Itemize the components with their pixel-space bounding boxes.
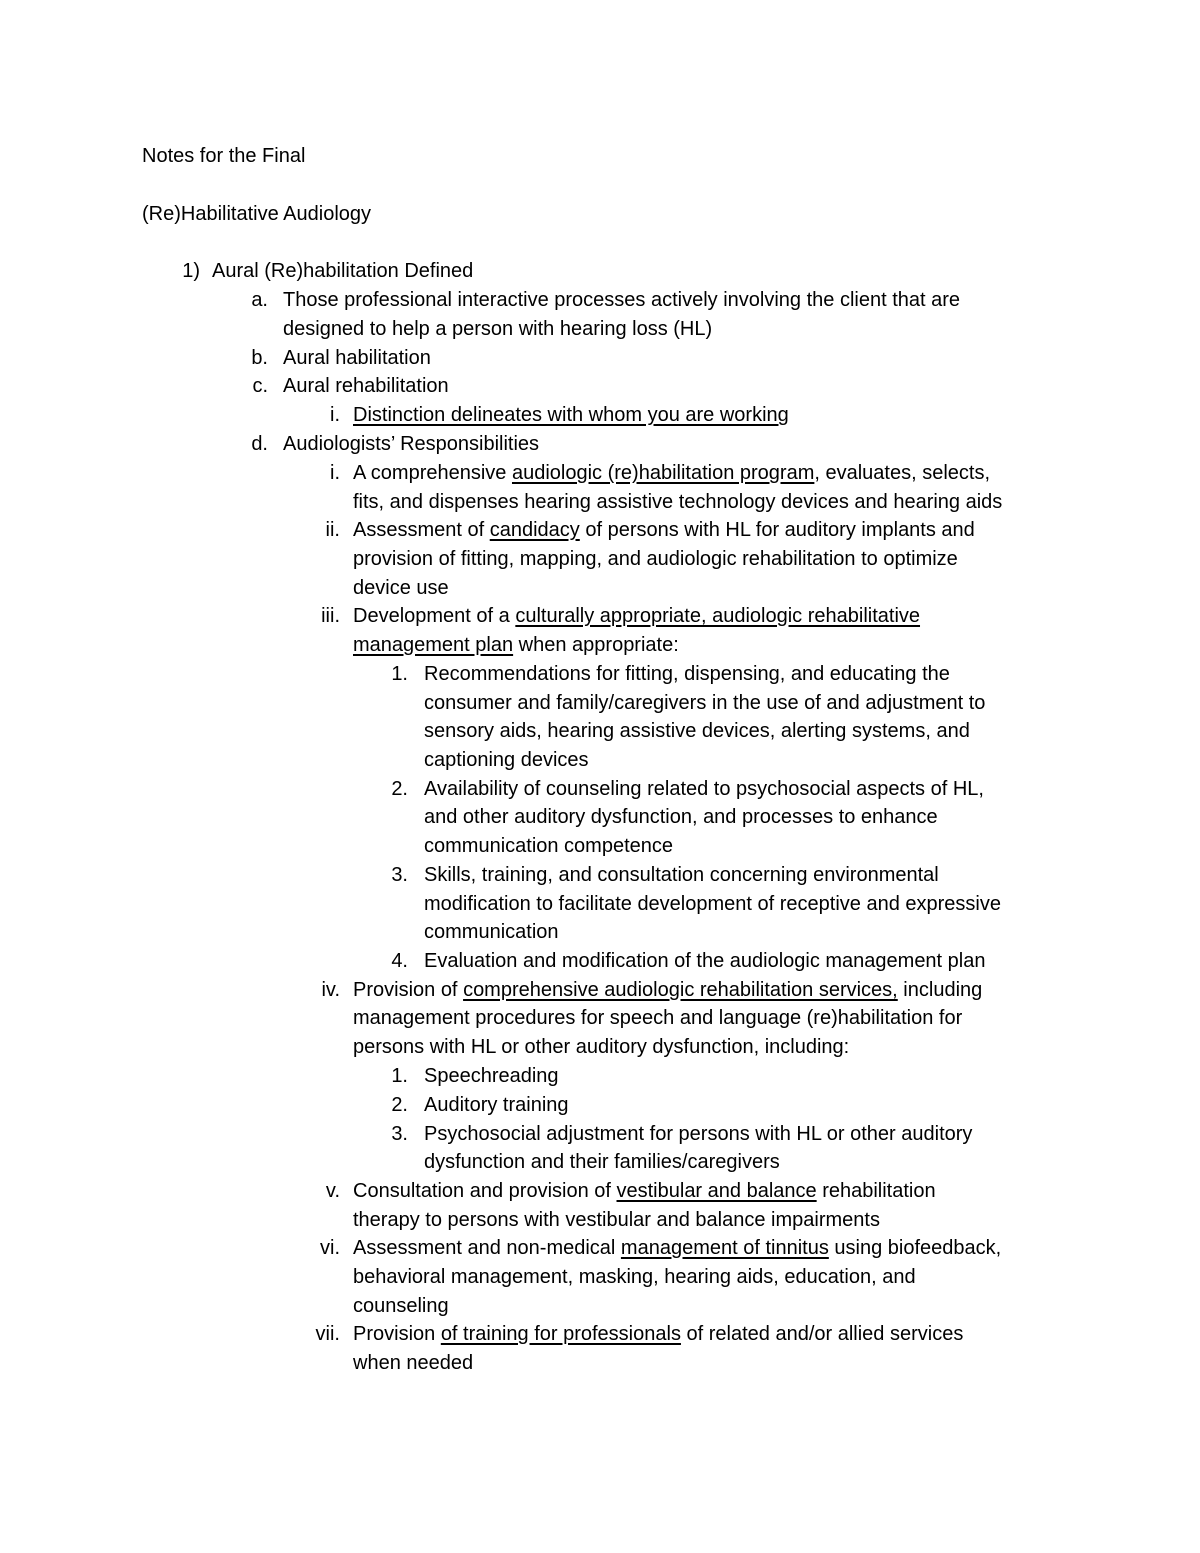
list-marker: 2. <box>391 778 408 800</box>
list-item-continuation: when needed <box>353 1352 474 1374</box>
list-item: Skills, training, and consultation concerning environmental <box>424 864 939 886</box>
text-run: Consultation and provision of <box>353 1180 617 1202</box>
list-item: Evaluation and modification of the audiologic management plan <box>424 950 986 972</box>
list-marker: 3. <box>391 864 408 886</box>
list-item <box>353 602 920 631</box>
list-item <box>353 1177 936 1206</box>
list-marker: i. <box>330 404 340 426</box>
underlined-text: of training for professionals <box>440 1323 681 1345</box>
list-item: Those professional interactive processes actively involving the client that are <box>283 289 961 311</box>
list-item <box>353 1234 1001 1263</box>
list-marker: i. <box>330 462 340 484</box>
list-item <box>353 976 982 1005</box>
text-run: including <box>897 979 983 1001</box>
list-item <box>353 459 990 488</box>
list-item: Speechreading <box>424 1065 559 1087</box>
list-marker: b. <box>251 347 268 369</box>
list-item: Aural (Re)habilitation Defined <box>212 260 474 282</box>
text-run: Assessment and non-medical <box>353 1237 621 1259</box>
list-marker: 2. <box>391 1094 408 1116</box>
list-marker: 1. <box>391 663 408 685</box>
list-item: Aural rehabilitation <box>283 375 449 397</box>
list-item: Availability of counseling related to psychosocial aspects of HL, <box>424 778 984 800</box>
text-run: Assessment of <box>353 519 490 541</box>
list-item-continuation: consumer and family/caregivers in the use of and adjustment to <box>424 692 986 714</box>
list-item-continuation: behavioral management, masking, hearing aids, education, and <box>353 1266 916 1288</box>
text-run: Provision <box>353 1323 441 1345</box>
list-marker: 1) <box>182 260 200 282</box>
list-marker: 1. <box>391 1065 408 1087</box>
list-item-continuation: fits, and dispenses hearing assistive technology devices and hearing aids <box>353 491 1003 513</box>
list-item-continuation: designed to help a person with hearing loss (HL) <box>283 318 713 340</box>
list-item-continuation: communication competence <box>424 835 674 857</box>
list-item-continuation: provision of fitting, mapping, and audiologic rehabilitation to optimize <box>353 548 958 570</box>
text-run: rehabilitation <box>816 1180 936 1202</box>
list-marker: v. <box>325 1180 340 1202</box>
list-item: Aural habilitation <box>283 347 431 369</box>
underlined-text: management of tinnitus <box>620 1237 829 1259</box>
list-item: Recommendations for fitting, dispensing, and educating the <box>424 663 950 685</box>
text-run: when appropriate: <box>513 634 679 656</box>
list-item-continuation: communication <box>424 921 559 943</box>
list-marker: a. <box>251 289 268 311</box>
list-marker: iii. <box>321 605 340 627</box>
list-item <box>353 401 789 430</box>
list-item-continuation: management procedures for speech and language (re)habilitation for <box>353 1007 963 1029</box>
list-marker: vi. <box>320 1237 340 1259</box>
list-item-continuation: counseling <box>353 1295 449 1317</box>
list-marker: c. <box>252 375 268 397</box>
text-run: of persons with HL for auditory implants and <box>579 519 975 541</box>
list-item-continuation: sensory aids, hearing assistive devices, alerting systems, and <box>424 720 970 742</box>
list-item: Auditory training <box>424 1094 569 1116</box>
list-item-continuation: dysfunction and their families/caregivers <box>424 1151 780 1173</box>
list-item: Psychosocial adjustment for persons with HL or other auditory <box>424 1123 973 1145</box>
list-item-continuation: persons with HL or other auditory dysfunction, including: <box>353 1036 850 1058</box>
list-item-continuation: device use <box>353 577 449 599</box>
underlined-text: audiologic (re)habilitation program <box>511 462 815 484</box>
list-item-continuation: and other auditory dysfunction, and processes to enhance <box>424 806 938 828</box>
list-item-continuation: captioning devices <box>424 749 589 771</box>
list-marker: vii. <box>315 1323 340 1345</box>
text-run: , evaluates, selects, <box>814 462 991 484</box>
section-heading: (Re)Habilitative Audiology <box>142 203 372 225</box>
list-marker: d. <box>251 433 268 455</box>
list-item-continuation: therapy to persons with vestibular and balance impairments <box>353 1209 880 1231</box>
underlined-text: comprehensive audiologic rehabilitation services, <box>463 979 898 1001</box>
text-run: of related and/or allied services <box>680 1323 964 1345</box>
text-run: Development of a <box>353 605 516 627</box>
list-item <box>353 516 975 545</box>
list-marker: ii. <box>325 519 340 541</box>
list-item-continuation <box>353 631 679 660</box>
underlined-text: management plan <box>353 634 514 656</box>
document-title: Notes for the Final <box>142 145 306 167</box>
text-run: using biofeedback, <box>828 1237 1002 1259</box>
list-marker: 4. <box>391 950 408 972</box>
list-item <box>353 1320 963 1349</box>
text-run: Provision of <box>353 979 464 1001</box>
underlined-text: Distinction delineates with whom you are working <box>353 404 789 426</box>
underlined-text: candidacy <box>489 519 580 541</box>
list-marker: iv. <box>321 979 340 1001</box>
text-run: A comprehensive <box>353 462 512 484</box>
underlined-text: vestibular and balance <box>616 1180 817 1202</box>
list-item: Audiologists’ Responsibilities <box>283 433 540 455</box>
list-item-continuation: modification to facilitate development of receptive and expressive <box>424 893 1001 915</box>
underlined-text: culturally appropriate, audiologic rehabilitative <box>515 605 921 627</box>
list-marker: 3. <box>391 1123 408 1145</box>
